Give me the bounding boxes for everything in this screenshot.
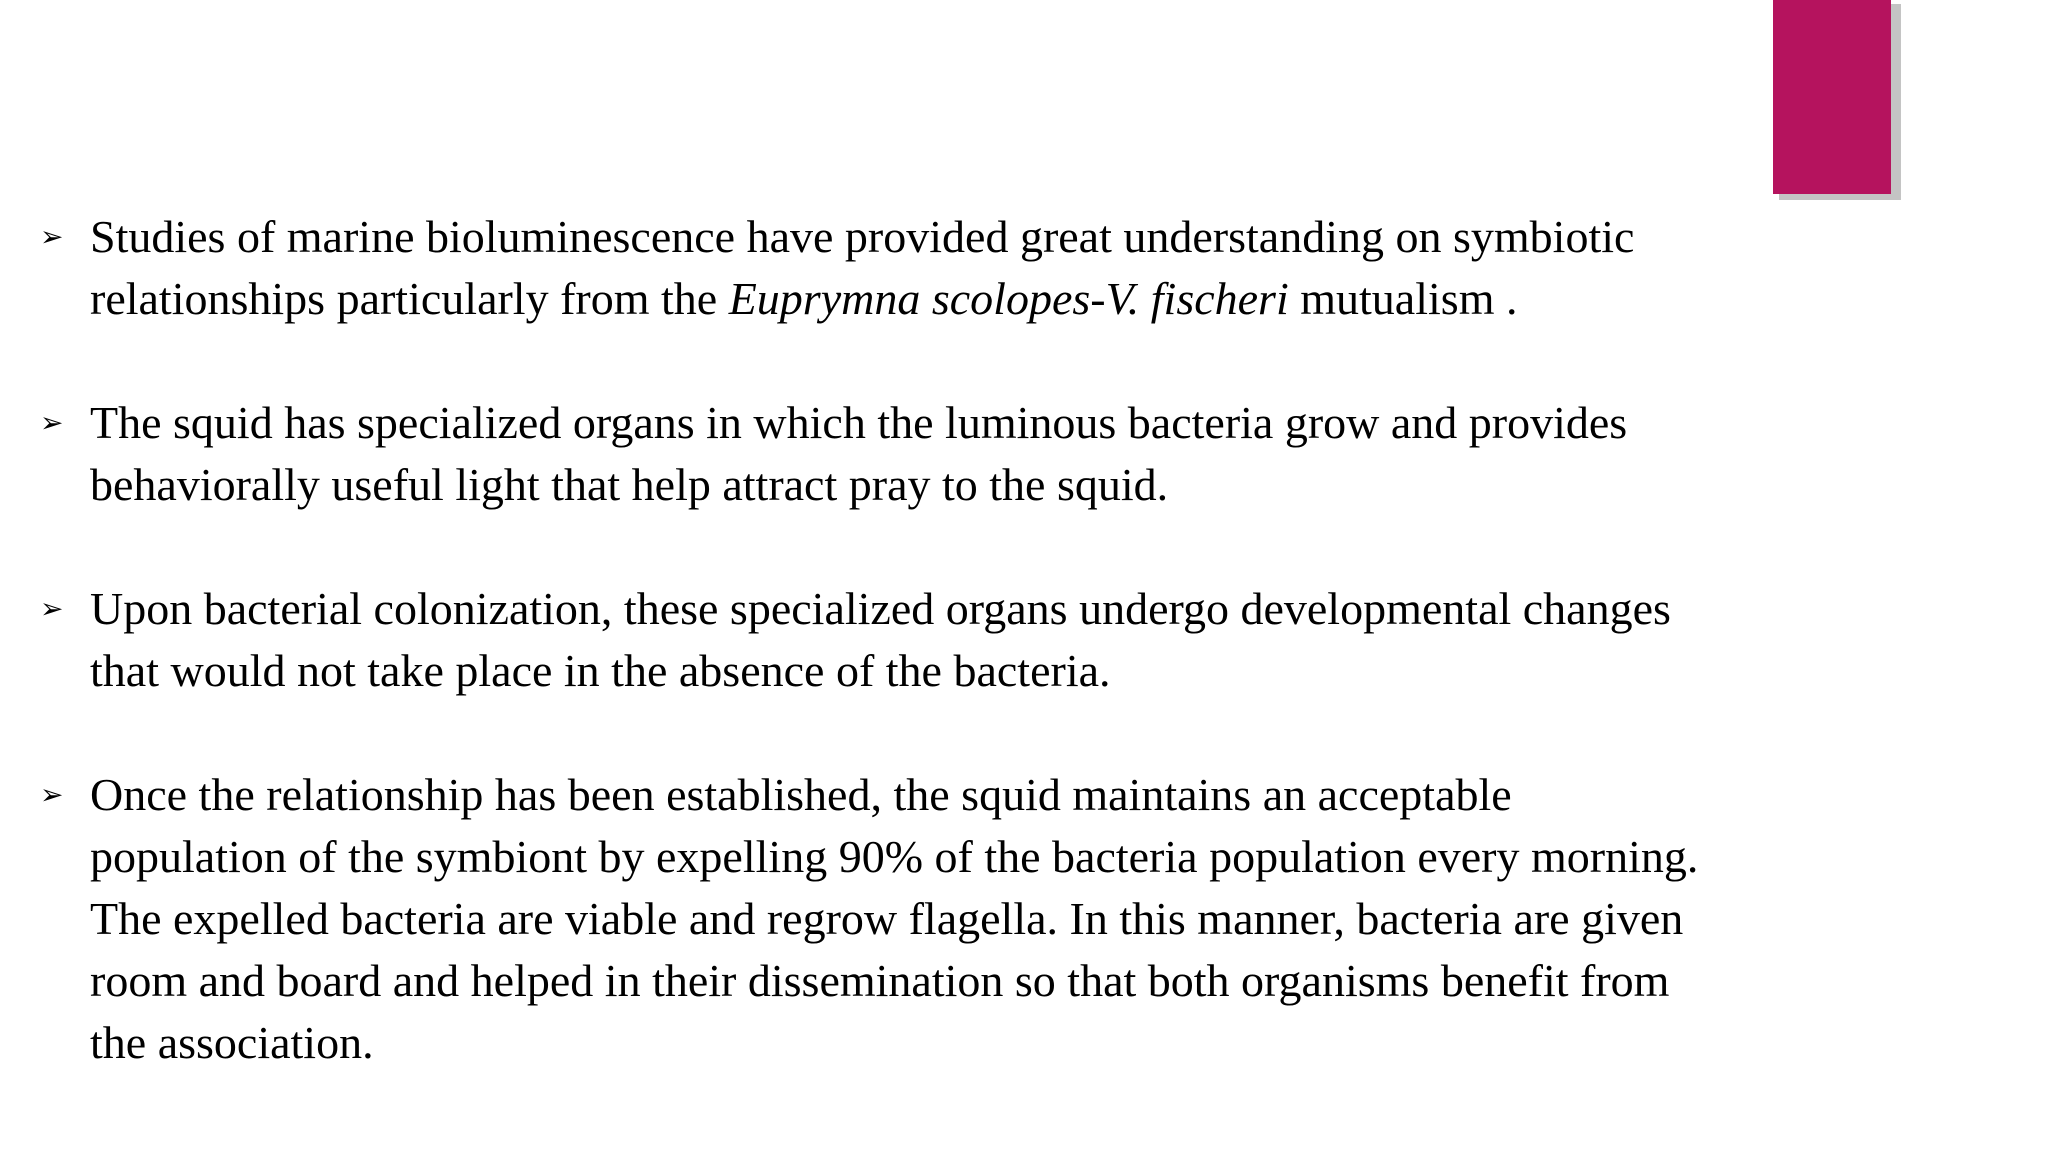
right-arrowhead-icon: ➢ [40,592,64,625]
species-name: Euprymna scolopes [728,273,1091,324]
bullet-item-squid-organs [40,392,1940,516]
bullet-text-line: Studies of marine bioluminescence have provided great understanding on symbiotic [90,211,1635,262]
bullet-item-colonization [40,578,1940,702]
bullet-text-line: Once the relationship has been established, the squid maintains an acceptable [90,769,1512,820]
text-segment: relationships particularly from the [90,273,729,324]
bullet-text-line [90,268,1940,330]
bullet-item-population-maintenance [40,764,1940,1074]
right-arrowhead-icon: ➢ [40,406,64,439]
bullet-item-symbiosis-studies [40,206,1940,330]
bullet-list [40,206,1940,1074]
accent-block [1773,0,1891,194]
text-segment: mutualism . [1288,273,1518,324]
bullet-text-line: The squid has specialized organs in which the luminous bacteria grow and provides [90,397,1628,448]
bullet-text-line: population of the symbiont by expelling 90% of the bacteria population every morning. [90,831,1699,882]
bullet-text-line: the association. [90,1017,374,1068]
bullet-text-line: Upon bacterial colonization, these specialized organs undergo developmental changes [90,583,1671,634]
bullet-text-line: room and board and helped in their dissemination so that both organisms benefit from [90,955,1670,1006]
bullet-text-line: The expelled bacteria are viable and regrow flagella. In this manner, bacteria are given [90,893,1684,944]
bullet-text-line: that would not take place in the absence of the bacteria. [90,645,1111,696]
text-segment: - [1090,273,1106,324]
bullet-text-line: behaviorally useful light that help attract pray to the squid. [90,459,1169,510]
species-name: V. fischeri [1105,273,1289,324]
right-arrowhead-icon: ➢ [40,220,64,253]
right-arrowhead-icon: ➢ [40,778,64,811]
